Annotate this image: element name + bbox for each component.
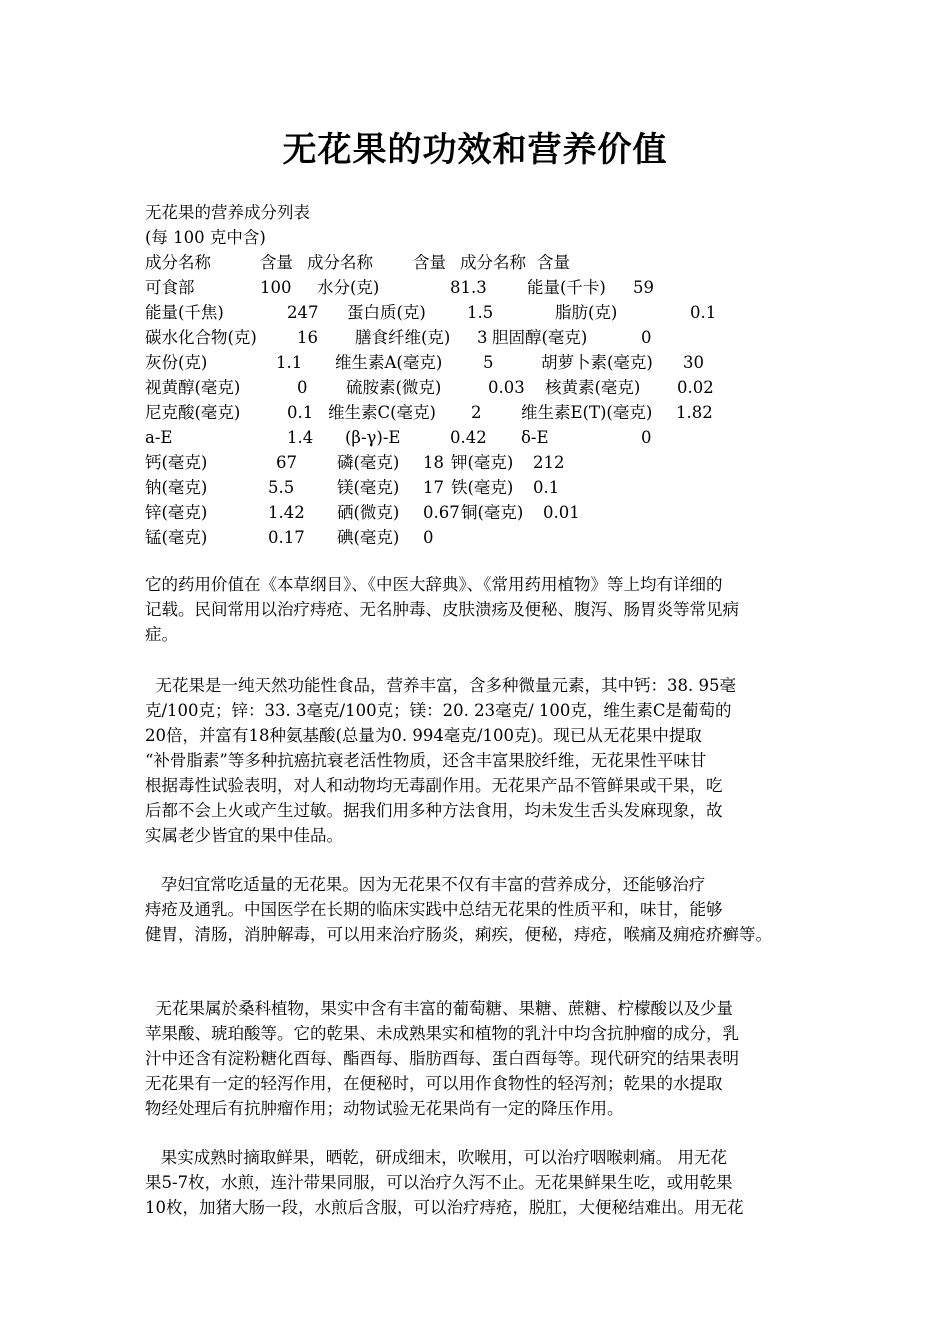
nutrient-value: 0.01 — [543, 503, 580, 522]
text-line: 无花果有一定的轻泻作用，在便秘时，可以用作食物性的轻泻剂；乾果的水提取 — [145, 1074, 723, 1093]
nutrient-value: 67 — [276, 453, 297, 472]
header-cell: 成分名称 — [145, 253, 211, 272]
nutrient-name: 维生素C(毫克) — [328, 403, 436, 422]
header-cell: 成分名称 — [460, 253, 526, 272]
nutrition-header-row — [145, 250, 845, 275]
nutrient-value: 0.1 — [287, 403, 314, 422]
nutrient-value: 0 — [423, 528, 434, 547]
text-line: 记载。民间常用以治疗痔疮、无名肿毒、皮肤溃疡及便秘、腹泻、肠胃炎等常见病 — [145, 600, 739, 619]
nutrient-value: 0.03 — [488, 378, 525, 397]
nutrient-name: 碘(毫克) — [337, 528, 400, 547]
nutrient-name: 膳食纤维(克) — [355, 328, 451, 347]
nutrient-name: 核黄素(毫克) — [545, 378, 641, 397]
nutrient-value: 18 — [423, 453, 444, 472]
nutrient-name: 维生素E(T)(毫克) — [521, 403, 653, 422]
nutrient-value: 1.4 — [287, 428, 314, 447]
text-line: 10枚，加猪大肠一段，水煎后含服，可以治疗痔疮，脱肛，大便秘结难出。用无花 — [145, 1198, 744, 1217]
nutrition-row — [145, 325, 845, 350]
nutrient-value: 247 — [287, 303, 319, 322]
nutrition-row — [145, 500, 845, 525]
nutrient-value: 81.3 — [450, 278, 487, 297]
nutrition-row — [145, 350, 845, 375]
nutrient-value: 1.42 — [268, 503, 305, 522]
text-line: 果实成熟时摘取鲜果，晒乾，研成细末，吹喉用，可以治疗咽喉刺痛。 用无花 — [145, 1148, 727, 1167]
paragraph-functional-food — [145, 673, 810, 848]
text-line: 它的药用价值在《本草纲目》、《中医大辞典》、《常用药用植物》等上均有详细的 — [145, 575, 723, 594]
nutrition-unit-note: (每 100 克中含) — [145, 228, 266, 247]
text-line: 实属老少皆宜的果中佳品。 — [145, 826, 343, 845]
nutrient-name: 灰份(克) — [145, 353, 208, 372]
nutrient-name: 镁(毫克) — [337, 478, 400, 497]
nutrition-row — [145, 400, 845, 425]
text-line: 苹果酸、琥珀酸等。它的乾果、未成熟果实和植物的乳汁中均含抗肿瘤的成分，乳 — [145, 1024, 739, 1043]
nutrition-row — [145, 450, 845, 475]
nutrition-row — [145, 275, 845, 300]
nutrient-name: δ-E — [521, 428, 549, 447]
nutrient-value: 0.42 — [450, 428, 487, 447]
paragraph-composition — [145, 996, 810, 1121]
nutrient-name: 视黄醇(毫克) — [145, 378, 241, 397]
nutrition-row — [145, 375, 845, 400]
text-line: 孕妇宜常吃适量的无花果。因为无花果不仅有丰富的营养成分，还能够治疗 — [145, 875, 706, 894]
nutrient-name: 硒(微克) — [337, 503, 400, 522]
header-cell: 含量 — [413, 253, 446, 272]
header-cell: 成分名称 — [307, 253, 373, 272]
nutrient-value: 1.1 — [276, 353, 303, 372]
nutrition-heading: 无花果的营养成分列表 — [145, 203, 310, 222]
nutrient-value: 212 — [533, 453, 565, 472]
nutrient-name: 脂肪(克) — [555, 303, 618, 322]
nutrient-value: 0 — [641, 428, 652, 447]
nutrient-value: 1.5 — [467, 303, 494, 322]
header-cell: 含量 — [537, 253, 570, 272]
nutrient-name: 钠(毫克) — [145, 478, 208, 497]
nutrient-name: 胆固醇(毫克) — [492, 328, 588, 347]
text-line: 无花果是一纯天然功能性食品，营养丰富，含多种微量元素，其中钙：38. 95毫 — [145, 676, 736, 695]
text-line: “补骨脂素”等多种抗癌抗衰老活性物质，还含丰富果胶纤维，无花果性平味甘 — [145, 751, 707, 770]
nutrient-value: 0.67 — [423, 503, 460, 522]
text-line: 无花果属於桑科植物，果实中含有丰富的葡萄糖、果糖、蔗糖、柠檬酸以及少量 — [145, 999, 733, 1018]
text-line: 果5-7枚，水煎，连汁带果同服，可以治疗久泻不止。无花果鲜果生吃，或用乾果 — [145, 1173, 733, 1192]
nutrient-name: 碳水化合物(克) — [145, 328, 257, 347]
nutrition-row — [145, 525, 845, 550]
text-line: 根据毒性试验表明，对人和动物均无毒副作用。无花果产品不管鲜果或干果，吃 — [145, 776, 723, 795]
nutrient-value: 16 — [297, 328, 318, 347]
nutrient-name: 能量(千焦) — [145, 303, 224, 322]
nutrient-value: 2 — [471, 403, 482, 422]
nutrient-name: 锌(毫克) — [145, 503, 208, 522]
nutrient-value: 0 — [297, 378, 308, 397]
page-title: 无花果的功效和营养价值 — [282, 130, 668, 170]
nutrient-name: 硫胺素(微克) — [346, 378, 442, 397]
paragraph-remedies — [145, 1145, 810, 1220]
nutrient-value: 0 — [641, 328, 652, 347]
nutrient-name: 铁(毫克) — [451, 478, 514, 497]
text-line: 汁中还含有淀粉糖化酉每、酯酉每、脂肪酉每、蛋白酉每等。现代研究的结果表明 — [145, 1049, 739, 1068]
text-line: 物经处理后有抗肿瘤作用；动物试验无花果尚有一定的降压作用。 — [145, 1099, 624, 1118]
nutrient-value: 59 — [633, 278, 654, 297]
nutrient-value: 0.02 — [677, 378, 714, 397]
nutrient-value: 17 — [423, 478, 444, 497]
nutrition-table — [145, 200, 845, 550]
text-line: 健胃，清肠，消肿解毒，可以用来治疗肠炎，痢疾，便秘，痔疮，喉痛及痈疮疥癣等。 — [145, 925, 772, 944]
paragraph-pregnancy — [145, 872, 810, 947]
nutrient-name: 可食部 — [145, 278, 195, 297]
nutrient-name: 钙(毫克) — [145, 453, 208, 472]
nutrient-name: 尼克酸(毫克) — [145, 403, 241, 422]
nutrient-value: 0.1 — [690, 303, 717, 322]
header-cell: 含量 — [260, 253, 293, 272]
text-line: 症。 — [145, 625, 178, 644]
nutrient-value: 1.82 — [676, 403, 713, 422]
text-line: 20倍，并富有18种氨基酸(总量为0. 994毫克/100克)。现已从无花果中提取 — [145, 726, 702, 745]
nutrient-name: 磷(毫克) — [337, 453, 400, 472]
nutrient-value: 5 — [483, 353, 494, 372]
paragraph-medicinal-value — [145, 572, 810, 647]
nutrition-row — [145, 475, 845, 500]
nutrition-row — [145, 425, 845, 450]
nutrient-name: 锰(毫克) — [145, 528, 208, 547]
nutrient-name: a-E — [145, 428, 173, 447]
nutrient-value: 3 — [477, 328, 488, 347]
nutrition-row — [145, 300, 845, 325]
nutrient-name: 能量(千卡) — [527, 278, 606, 297]
nutrient-value: 30 — [683, 353, 704, 372]
nutrient-name: 蛋白质(克) — [347, 303, 426, 322]
nutrient-name: 钾(毫克) — [451, 453, 514, 472]
nutrient-value: 0.17 — [268, 528, 305, 547]
text-line: 痔疮及通乳。中国医学在长期的临床实践中总结无花果的性质平和，味甘，能够 — [145, 900, 723, 919]
nutrient-name: 铜(毫克) — [461, 503, 524, 522]
nutrient-name: 维生素A(毫克) — [335, 353, 443, 372]
nutrient-value: 100 — [260, 278, 292, 297]
nutrient-name: (β-γ)-E — [345, 428, 401, 447]
text-line: 克/100克；锌：33. 3毫克/100克；镁：20. 23毫克/ 100克，维生素C是葡萄的 — [145, 701, 732, 720]
nutrient-value: 5.5 — [268, 478, 295, 497]
nutrient-name: 水分(克) — [317, 278, 380, 297]
nutrient-value: 0.1 — [533, 478, 560, 497]
nutrient-name: 胡萝卜素(毫克) — [541, 353, 653, 372]
text-line: 后都不会上火或产生过敏。据我们用多种方法食用，均未发生舌头发麻现象，故 — [145, 801, 723, 820]
